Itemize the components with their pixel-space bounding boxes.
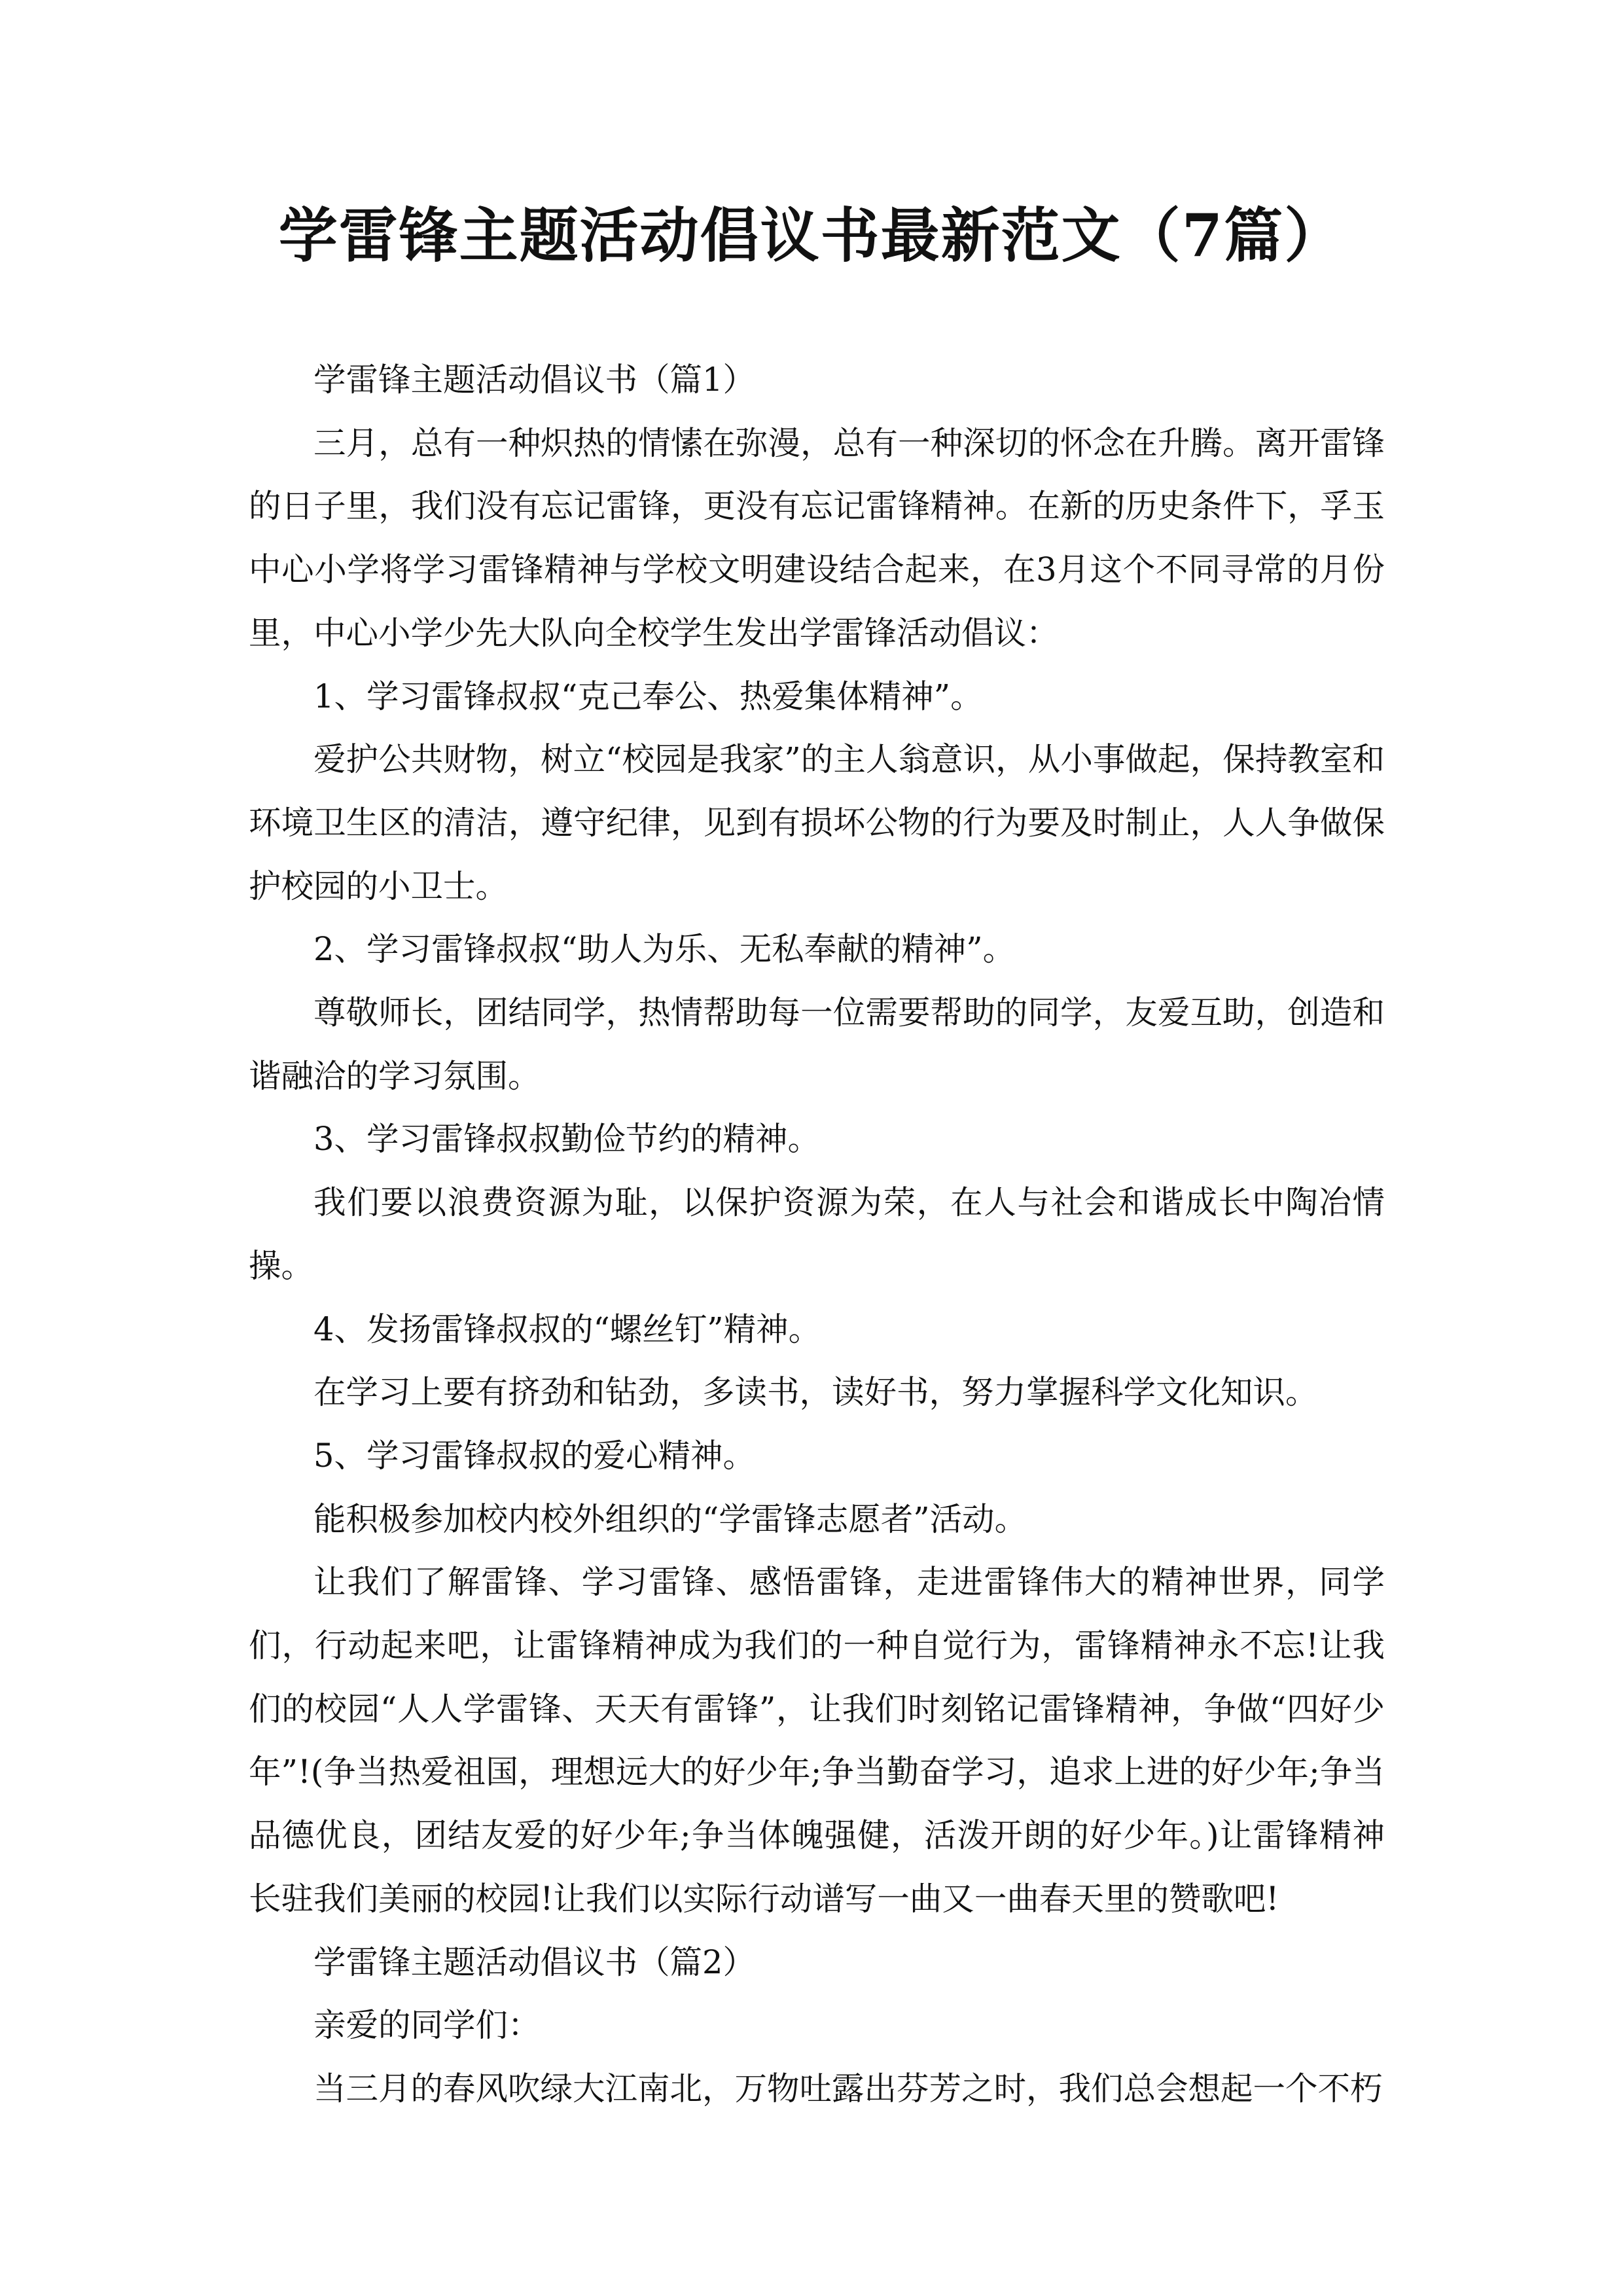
paragraph: 能积极参加校内校外组织的“学雷锋志愿者”活动。	[313, 1499, 1027, 1538]
document-body	[249, 348, 1385, 2121]
paragraph: 我们要以浪费资源为耻，以保护资源为荣，在人与社会和谐成长中陶冶情操。	[249, 1183, 1385, 1285]
paragraph: 尊敬师长，团结同学，热情帮助每一位需要帮助的同学，友爱互助，创造和谐融洽的学习氛围。	[249, 994, 1385, 1095]
paragraph: 在学习上要有挤劲和钻劲，多读书，读好书，努力掌握科学文化知识。	[313, 1373, 1318, 1412]
section-heading: 学雷锋主题活动倡议书（篇2）	[313, 1943, 755, 1981]
paragraph: 当三月的春风吹绿大江南北，万物吐露出芬芳之时，我们总会想起一个不朽	[313, 2069, 1383, 2108]
list-item-heading: 3、学习雷锋叔叔勤俭节约的精神。	[313, 1120, 820, 1158]
list-item-heading: 5、学习雷锋叔叔的爱心精神。	[313, 1436, 755, 1475]
paragraph: 三月，总有一种炽热的情愫在弥漫，总有一种深切的怀念在升腾。离开雷锋的日子里，我们没有忘记雷锋，更没有忘记雷锋精神。在新的历史条件下，孚玉中心小学将学习雷锋精神与学校文明建设结合起来，在3月这个不同寻常的月份里，中心小学少先大队向全校学生发出学雷锋活动倡议：	[249, 423, 1385, 652]
salutation: 亲爱的同学们：	[313, 2006, 541, 2045]
document-title: 学雷锋主题活动倡议书最新范文（7篇）	[278, 201, 1345, 270]
paragraph: 爱护公共财物，树立“校园是我家”的主人翁意识，从小事做起，保持教室和环境卫生区的清洁，遵守纪律，见到有损坏公物的行为要及时制止，人人争做保护校园的小卫士。	[249, 740, 1385, 905]
paragraph: 让我们了解雷锋、学习雷锋、感悟雷锋，走进雷锋伟大的精神世界，同学们，行动起来吧，让雷锋精神成为我们的一种自觉行为，雷锋精神永不忘!让我们的校园“人人学雷锋、天天有雷锋”，让我们时刻铭记雷锋精神，争做“四好少年”!(争当热爱祖国，理想远大的好少年;争当勤奋学习，追求上进的好少年;争当品德优良，团结友爱的好少年;争当体魄强健，活泼开朗的好少年。)让雷锋精神长驻我们美丽的校园!让我们以实际行动谱写一曲又一曲春天里的赞歌吧!	[249, 1563, 1385, 1918]
section-heading: 学雷锋主题活动倡议书（篇1）	[313, 361, 755, 399]
list-item-heading: 4、发扬雷锋叔叔的“螺丝钉”精神。	[313, 1310, 821, 1348]
list-item-heading: 1、学习雷锋叔叔“克己奉公、热爱集体精神”。	[313, 677, 983, 715]
list-item-heading: 2、学习雷锋叔叔“助人为乐、无私奉献的精神”。	[313, 930, 1016, 969]
